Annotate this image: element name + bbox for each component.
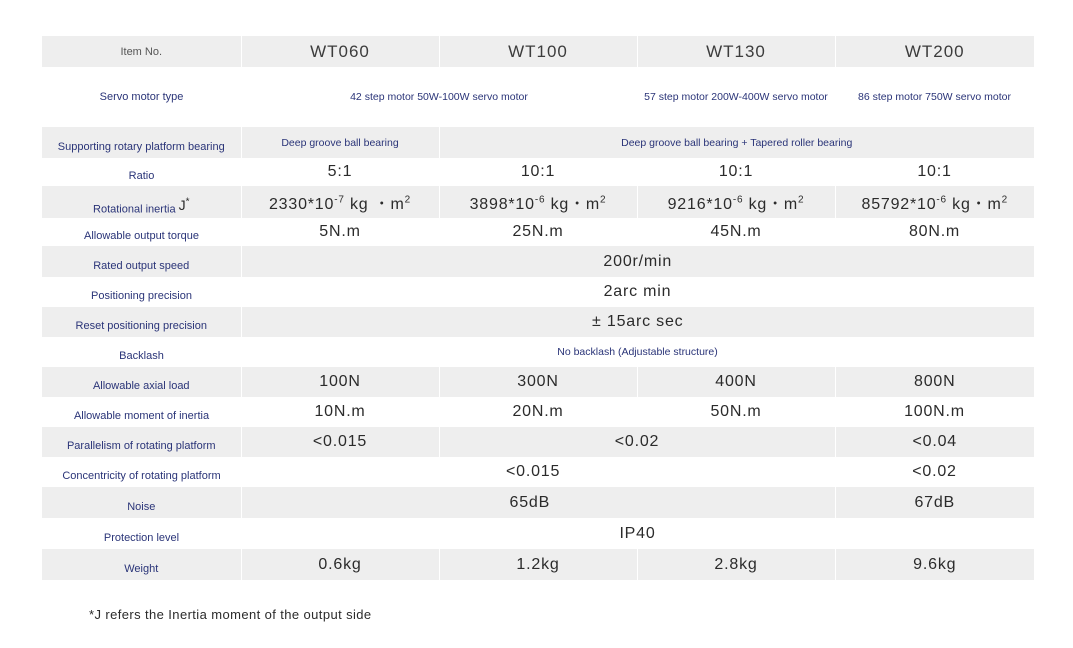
model-wt100: WT100	[439, 36, 637, 67]
servo-wt200: 86 step motor 750W servo motor	[835, 67, 1034, 127]
parallelism-wt060: <0.015	[241, 427, 439, 457]
moment-wt200: 100N.m	[835, 397, 1034, 427]
bearing-row	[42, 127, 1034, 158]
torque-wt200: 80N.m	[835, 218, 1034, 246]
moment-row	[42, 397, 1034, 427]
concentricity-row	[42, 457, 1034, 487]
noise-row	[42, 487, 1034, 518]
inertia-label: Rotational inertia	[93, 203, 176, 216]
ratio-row	[42, 158, 1034, 186]
torque-wt130: 45N.m	[637, 218, 835, 246]
precision-label: Positioning precision	[42, 277, 241, 307]
ratio-wt200: 10:1	[835, 158, 1034, 186]
weight-wt100: 1.2kg	[439, 549, 637, 580]
servo-row	[42, 67, 1034, 127]
axial-row	[42, 367, 1034, 397]
moment-label: Allowable moment of inertia	[42, 397, 241, 427]
inertia-j-mark: J*	[178, 196, 190, 213]
concentricity-label: Concentricity of rotating platform	[42, 457, 241, 487]
noise-label: Noise	[42, 487, 241, 518]
noise-wt060-wt130: 65dB	[241, 487, 835, 518]
concentricity-wt200: <0.02	[835, 457, 1034, 487]
inertia-row	[42, 186, 1034, 218]
servo-wt130: 57 step motor 200W-400W servo motor	[637, 67, 835, 127]
ratio-wt060: 5:1	[241, 158, 439, 186]
backlash-row	[42, 337, 1034, 367]
parallelism-row	[42, 427, 1034, 457]
axial-wt130: 400N	[637, 367, 835, 397]
torque-row	[42, 218, 1034, 246]
backlash-value: No backlash (Adjustable structure)	[241, 337, 1034, 367]
ratio-wt130: 10:1	[637, 158, 835, 186]
footnote: *J refers the Inertia moment of the output side	[89, 607, 372, 622]
axial-wt200: 800N	[835, 367, 1034, 397]
moment-wt130: 50N.m	[637, 397, 835, 427]
bearing-others: Deep groove ball bearing + Tapered roller bearing	[439, 127, 1034, 158]
inertia-wt130: $9216*10^{-6}$ kg・$m^2$	[637, 186, 835, 218]
torque-wt100: 25N.m	[439, 218, 637, 246]
weight-label: Weight	[42, 549, 241, 580]
inertia-wt200: $85792*10^{-6}$ kg・$m^2$	[835, 186, 1034, 218]
servo-wt060-wt100: 42 step motor 50W-100W servo motor	[241, 67, 637, 127]
model-wt130: WT130	[637, 36, 835, 67]
moment-wt060: 10N.m	[241, 397, 439, 427]
protection-label: Protection level	[42, 518, 241, 549]
noise-wt200: 67dB	[835, 487, 1034, 518]
model-wt200: WT200	[835, 36, 1034, 67]
reset-value: ± 15arc sec	[241, 307, 1034, 337]
moment-wt100: 20N.m	[439, 397, 637, 427]
ratio-wt100: 10:1	[439, 158, 637, 186]
reset-label: Reset positioning precision	[42, 307, 241, 337]
model-wt060: WT060	[241, 36, 439, 67]
parallelism-wt100-wt130: <0.02	[439, 427, 835, 457]
spec-table	[42, 36, 1034, 580]
torque-label: Allowable output torque	[42, 218, 241, 246]
protection-row	[42, 518, 1034, 549]
weight-wt060: 0.6kg	[241, 549, 439, 580]
reset-row	[42, 307, 1034, 337]
speed-value: 200r/min	[241, 246, 1034, 277]
bearing-wt060: Deep groove ball bearing	[241, 127, 439, 158]
concentricity-wt060-wt130: <0.015	[241, 457, 835, 487]
speed-label: Rated output speed	[42, 246, 241, 277]
axial-wt100: 300N	[439, 367, 637, 397]
inertia-label-cell	[42, 186, 241, 218]
servo-label: Servo motor type	[42, 67, 241, 127]
item-no-label: Item No.	[42, 36, 241, 67]
bearing-label: Supporting rotary platform bearing	[42, 127, 241, 158]
ratio-label: Ratio	[42, 158, 241, 186]
header-row	[42, 36, 1034, 67]
weight-wt130: 2.8kg	[637, 549, 835, 580]
inertia-wt060: $2330*10^{-7}$ kg ・$m^2$	[241, 186, 439, 218]
axial-label: Allowable axial load	[42, 367, 241, 397]
weight-wt200: 9.6kg	[835, 549, 1034, 580]
precision-row	[42, 277, 1034, 307]
backlash-label: Backlash	[42, 337, 241, 367]
protection-value: IP40	[241, 518, 1034, 549]
weight-row	[42, 549, 1034, 580]
axial-wt060: 100N	[241, 367, 439, 397]
speed-row	[42, 246, 1034, 277]
parallelism-label: Parallelism of rotating platform	[42, 427, 241, 457]
parallelism-wt200: <0.04	[835, 427, 1034, 457]
inertia-wt100: $3898*10^{-6}$ kg・$m^2$	[439, 186, 637, 218]
precision-value: 2arc min	[241, 277, 1034, 307]
torque-wt060: 5N.m	[241, 218, 439, 246]
